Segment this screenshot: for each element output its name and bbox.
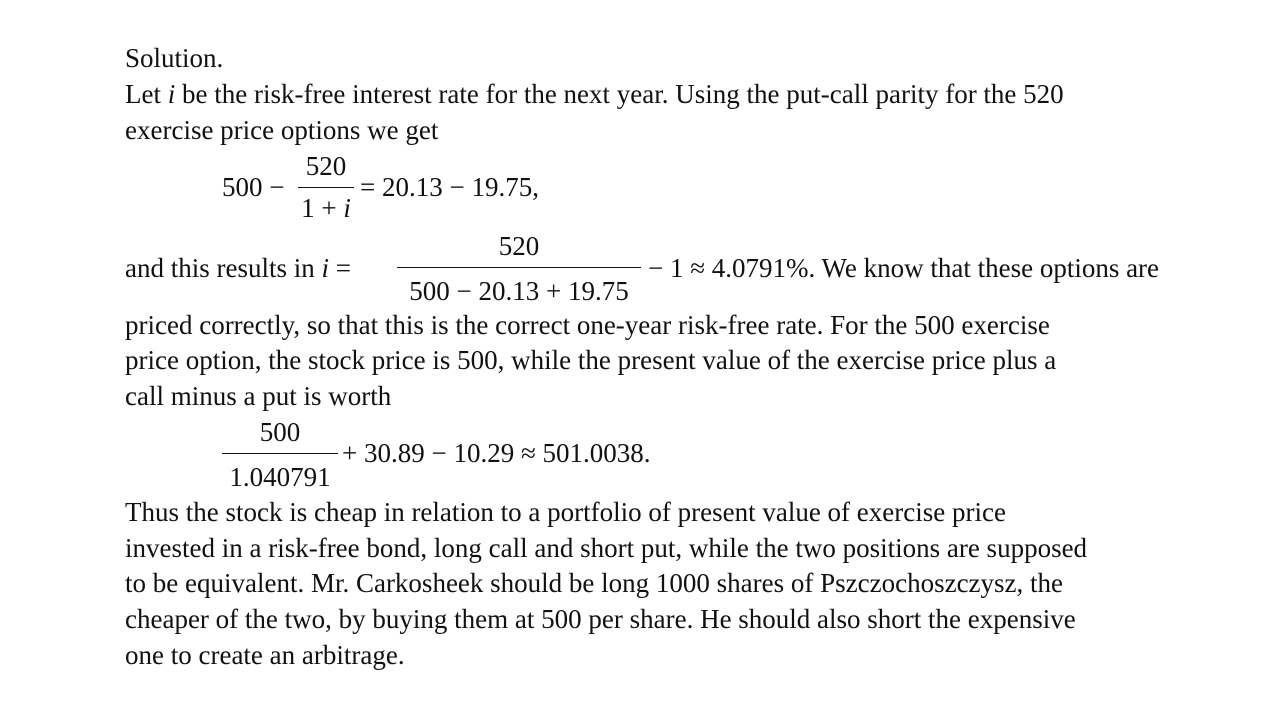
eq2-fraction-bar: [397, 267, 641, 268]
eq2-denominator: 500 − 20.13 + 19.75: [409, 276, 629, 306]
eq2-variable-i: i: [321, 253, 330, 283]
eq1-denominator: 1 + i: [301, 193, 351, 223]
paragraph-2-line-3: call minus a put is worth: [125, 381, 392, 411]
paragraph-3-line-3: to be equivalent. Mr. Carkosheek should be long 1000 shares of Pszczochoszczysz, the: [125, 568, 1064, 598]
eq1-lhs: 500 −: [222, 172, 285, 202]
eq3-denominator: 1.040791: [229, 462, 331, 492]
eq3-fraction: [222, 416, 338, 492]
eq2-text-pre: and this results in i =: [125, 253, 351, 283]
eq3-rhs: + 30.89 − 10.29 ≈ 501.0038.: [342, 438, 651, 468]
paragraph-3-line-2: invested in a risk-free bond, long call and short put, while the two positions are supposed: [125, 533, 1088, 563]
eq3-fraction-bar: [222, 453, 338, 454]
paragraph-2-line-2: price option, the stock price is 500, while the present value of the exercise price plus a: [125, 345, 1057, 375]
eq1-fraction: [298, 150, 354, 226]
paragraph-3-line-5: one to create an arbitrage.: [125, 640, 405, 670]
paragraph-3-line-4: cheaper of the two, by buying them at 500 per share. He should also short the expensive: [125, 604, 1076, 634]
paragraph-1-line-1: [125, 81, 1064, 108]
paragraph-3-line-1: Thus the stock is cheap in relation to a portfolio of present value of exercise price: [125, 497, 1006, 527]
eq2-numerator: 520: [498, 231, 540, 261]
eq2-rhs: − 1 ≈ 4.0791%. We know that these options are: [648, 253, 1160, 283]
text-rate-description: be the risk-free interest rate for the next year. Using the put-call parity for the 520: [182, 79, 1064, 109]
paragraph-2-line-1: priced correctly, so that this is the correct one-year risk-free rate. For the 500 exercise: [125, 310, 1050, 340]
variable-i: i: [167, 79, 176, 109]
solution-heading: Solution.: [125, 43, 224, 73]
text-let: Let: [125, 79, 161, 109]
eq3-numerator: 500: [259, 417, 301, 447]
eq1-fraction-bar: [298, 187, 354, 188]
eq2-equals: =: [335, 253, 351, 283]
paragraph-1-line-2: exercise price options we get: [125, 115, 439, 145]
eq2-fraction: [397, 230, 641, 306]
eq1-rhs: = 20.13 − 19.75,: [360, 172, 539, 202]
eq1-numerator: 520: [305, 151, 347, 181]
